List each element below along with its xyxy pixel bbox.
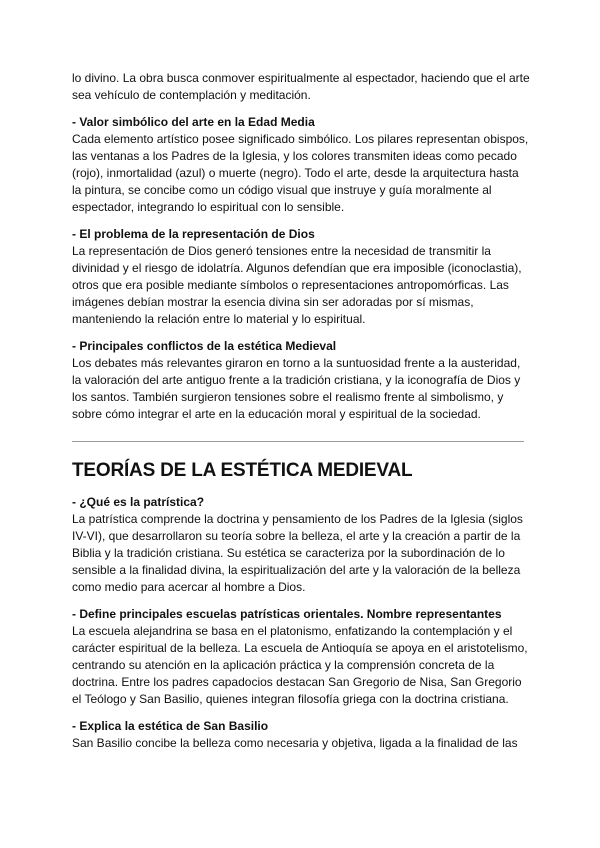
- document-page: [72, 70, 530, 752]
- section-question: - Valor simbólico del arte en la Edad Media: [72, 115, 315, 129]
- section-question: - El problema de la representación de Dios: [72, 227, 315, 241]
- section-answer: La patrística comprende la doctrina y pensamiento de los Padres de la Iglesia (siglos IV-VI), que desarrollaron su teoría sobre la belleza, el arte y la creación a partir de la Biblia y la tradición cristiana. Su estética se caracteriza por la subordinación de lo sensible a la finalidad divina, la espiritualización del arte y la valoración de la belleza como medio para acercar al hombre a Dios.: [72, 512, 523, 594]
- section-representacion-dios: [72, 226, 530, 328]
- section-valor-simbolico: [72, 114, 530, 216]
- section-patristica: [72, 494, 530, 596]
- section-question: - Principales conflictos de la estética Medieval: [72, 339, 337, 353]
- section-question: - ¿Qué es la patrística?: [72, 495, 205, 509]
- intro-paragraph: lo divino. La obra busca conmover espiritualmente al espectador, haciendo que el arte sea vehículo de contemplación y meditación.: [72, 71, 530, 102]
- section-divider: [72, 441, 524, 442]
- section-answer: La escuela alejandrina se basa en el platonismo, enfatizando la contemplación y el carácter espiritual de la belleza. La escuela de Antioquía se apoya en el aristotelismo, centrando su atención en la aplicación práctica y la comprensión concreta de la doctrina. Entre los padres capadocios destacan San Gregorio de Nisa, San Gregorio el Teólogo y San Basilio, quienes integran filosofía griega con la doctrina cristiana.: [72, 624, 528, 706]
- section-conflictos: [72, 338, 530, 423]
- page-heading: TEORÍAS DE LA ESTÉTICA MEDIEVAL: [72, 460, 413, 481]
- section-answer: Cada elemento artístico posee significado simbólico. Los pilares representan obispos, las ventanas a los Padres de la Iglesia, y los colores transmiten ideas como pecado (rojo), inmortalidad (azul) o muerte (negro). Todo el arte, desde la arquitectura hasta la pintura, se concibe como un código visual que instruye y guía moralmente al espectador, integrando lo espiritual con lo sensible.: [72, 132, 529, 214]
- section-answer: La representación de Dios generó tensiones entre la necesidad de transmitir la divinidad y el riesgo de idolatría. Algunos defendían que era imposible (iconoclastia), otros que era posible mediante símbolos o representaciones antropomórficas. Las imágenes debían mostrar la esencia divina sin ser adoradas por sí mismas, manteniendo la relación entre lo material y lo espiritual.: [72, 244, 522, 326]
- section-escuelas: [72, 606, 530, 708]
- section-answer: San Basilio concibe la belleza como necesaria y objetiva, ligada a la finalidad de las: [72, 736, 518, 750]
- section-answer: Los debates más relevantes giraron en torno a la suntuosidad frente a la austeridad, la valoración del arte antiguo frente a la tradición cristiana, y la iconografía de Dios y los santos. También surgieron tensiones sobre el realismo frente al simbolismo, y sobre cómo integrar el arte en la educación moral y espiritual de la sociedad.: [72, 356, 521, 421]
- section-question: - Define principales escuelas patrísticas orientales. Nombre representantes: [72, 607, 502, 621]
- section-san-basilio: [72, 718, 530, 752]
- section-question: - Explica la estética de San Basilio: [72, 719, 269, 733]
